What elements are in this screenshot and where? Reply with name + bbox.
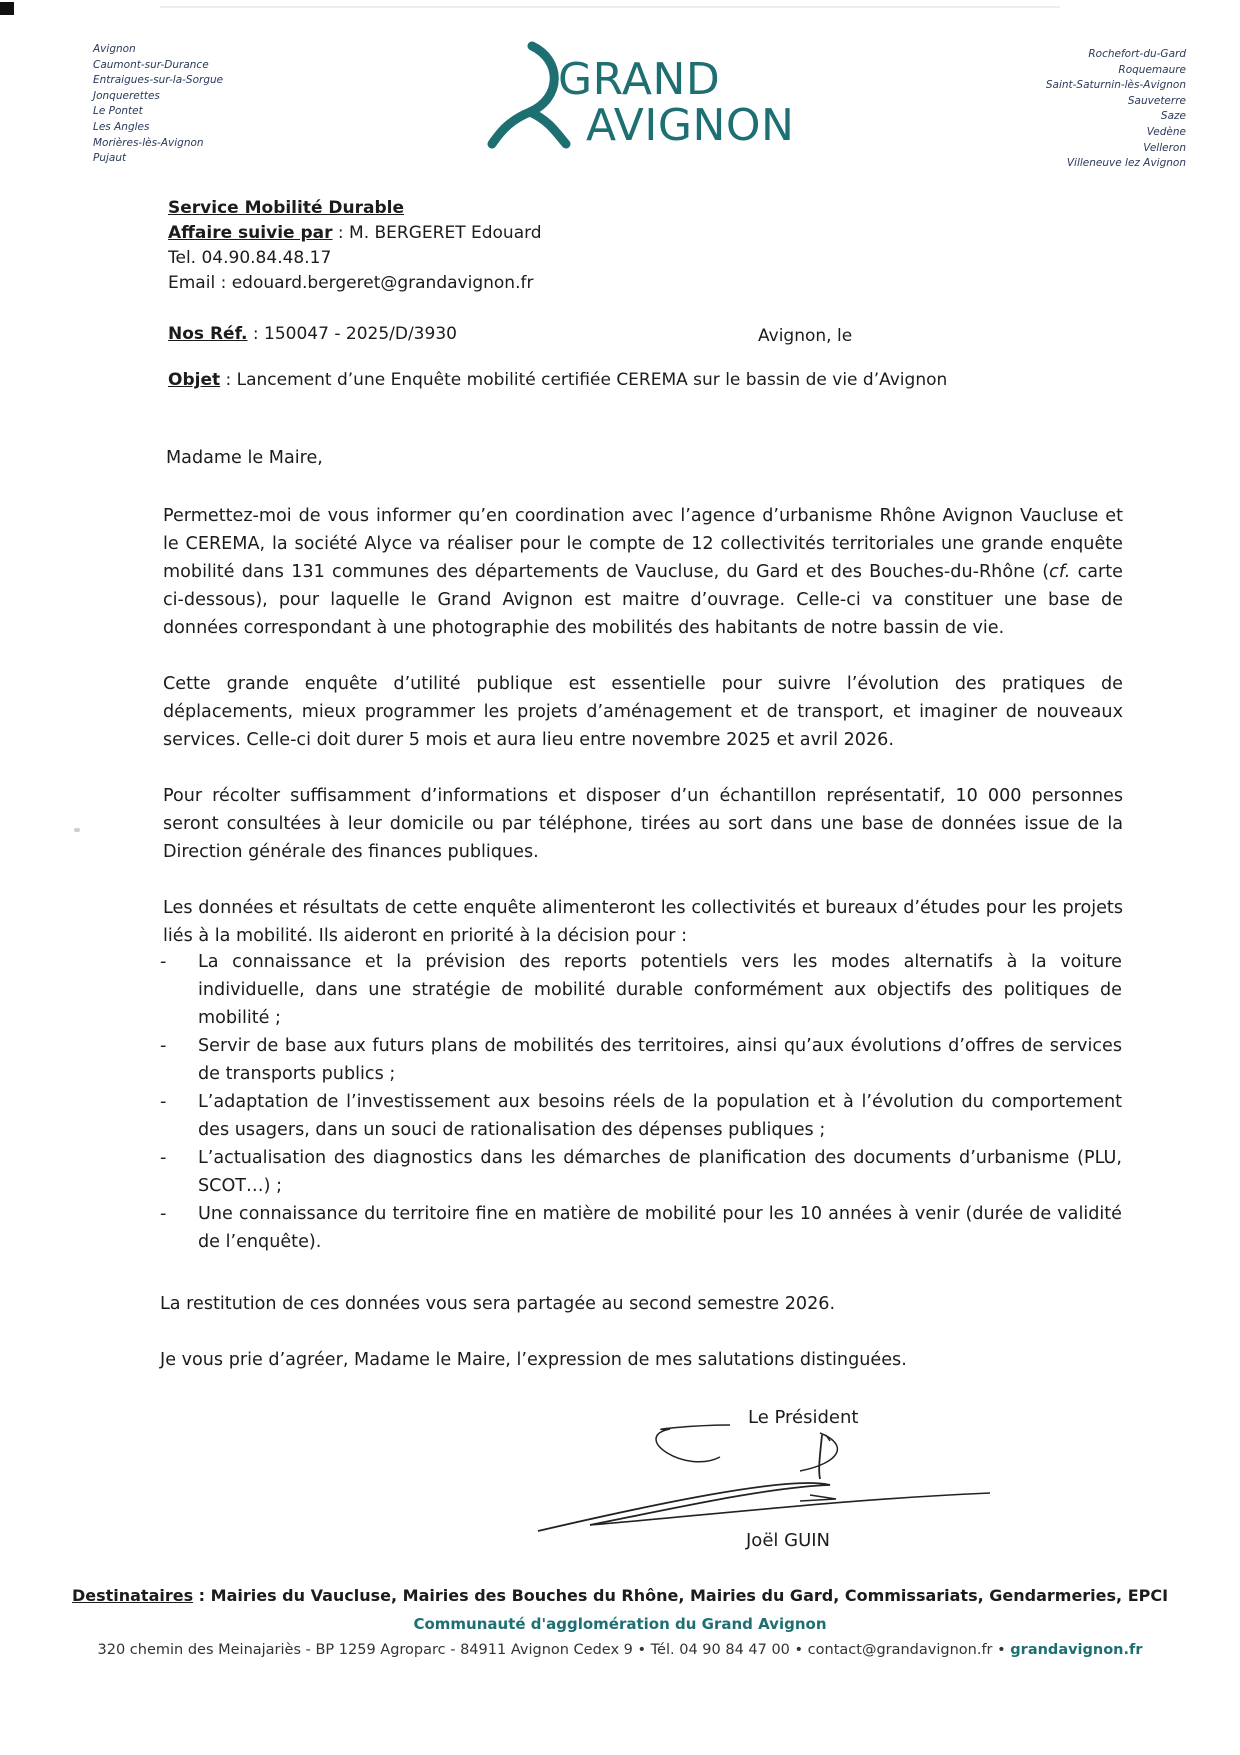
- grand-avignon-logo: [470, 40, 830, 160]
- communes-left-list: [93, 42, 223, 167]
- bullet-dash: -: [160, 952, 167, 972]
- place-date: Avignon, le: [758, 326, 853, 346]
- commune-item: Entraigues-sur-la-Sorgue: [93, 74, 224, 87]
- ref-value: : 150047 - 2025/D/3930: [247, 324, 457, 344]
- objet-value: : Lancement d’une Enquête mobilité certifiée CEREMA sur le bassin de vie d’Avignon: [220, 370, 948, 390]
- bullet-dash: -: [160, 1204, 167, 1224]
- scan-top-line: [160, 6, 1060, 8]
- list-item-text: La connaissance et la prévision des reports potentiels vers les modes alternatifs à la voiture individuelle, dans une stratégie de mobilité durable conformément aux objectifs des politiques de mobilité ;: [198, 952, 1122, 1028]
- commune-item: Roquemaure: [1118, 63, 1186, 76]
- logo-text-grand: GRAND: [558, 54, 721, 105]
- commune-item: Saze: [1160, 110, 1186, 123]
- commune-item: Sauveterre: [1127, 94, 1186, 107]
- signatory-name: Joël GUIN: [746, 1530, 831, 1551]
- paragraph-4: Les données et résultats de cette enquête alimenteront les collectivités et bureaux d’études pour les projets liés à la mobilité. Ils aideront en priorité à la décision pour :: [163, 898, 1123, 946]
- commune-item: Velleron: [1143, 141, 1186, 154]
- commune-item: Jonquerettes: [93, 89, 160, 102]
- communes-right-list: [1046, 47, 1186, 172]
- commune-item: Caumont-sur-Durance: [93, 58, 209, 71]
- list-item-text: Une connaissance du territoire fine en matière de mobilité pour les 10 années à venir (durée de validité de l’enquête).: [198, 1204, 1122, 1252]
- commune-item: Villeneuve lez Avignon: [1066, 157, 1186, 170]
- signatory-title: Le Président: [748, 1407, 859, 1428]
- address-text: 320 chemin des Meinajariès - BP 1259 Agroparc - 84911 Avignon Cedex 9 • Tél. 04 90 84 47 00 • contact@grandavignon.fr •: [97, 1642, 1011, 1658]
- paragraph-3: Pour récolter suffisamment d’informations et disposer d’un échantillon représentatif, 10 000 personnes seront consultées à leur domicile ou par téléphone, tirées au sort dans une base de données issue de la Direction générale des finances publiques.: [163, 786, 1123, 862]
- paragraph-6: Je vous prie d’agréer, Madame le Maire, l’expression de mes salutations distinguées.: [160, 1350, 907, 1370]
- community-name: Communauté d'agglomération du Grand Avignon: [413, 1615, 827, 1633]
- scan-speck: [74, 828, 80, 832]
- commune-item: Morières-lès-Avignon: [93, 136, 204, 149]
- commune-item: Rochefort-du-Gard: [1088, 48, 1186, 60]
- list-item: [160, 1144, 1122, 1200]
- list-item: [160, 1088, 1122, 1144]
- salutation: Madame le Maire,: [166, 448, 323, 468]
- recipients-value: : Mairies du Vaucluse, Mairies des Bouches du Rhône, Mairies du Gard, Commissariats, Gendarmeries, EPCI: [193, 1586, 1169, 1605]
- sender-email: Email : edouard.bergeret@grandavignon.fr: [168, 273, 534, 293]
- website-link[interactable]: grandavignon.fr: [1010, 1642, 1143, 1658]
- logo-text-avignon: AVIGNON: [586, 100, 795, 151]
- reference-line: [168, 322, 457, 347]
- commune-item: Les Angles: [93, 120, 150, 133]
- commune-item: Pujaut: [93, 152, 127, 165]
- objet-label: Objet: [168, 370, 221, 390]
- scan-corner-mark: [0, 2, 14, 15]
- bullet-dash: -: [160, 1148, 167, 1168]
- bullet-dash: -: [160, 1036, 167, 1056]
- affaire-label: Affaire suivie par: [168, 223, 333, 243]
- ref-label: Nos Réf.: [168, 324, 248, 344]
- list-item-text: L’actualisation des diagnostics dans les démarches de planification des documents d’urbanisme (PLU, SCOT…) ;: [198, 1148, 1122, 1196]
- commune-item: Avignon: [93, 43, 136, 55]
- commune-item: Vedène: [1146, 125, 1186, 138]
- paragraph-1-text-b: carte ci-dessous), pour laquelle le Grand Avignon est maitre d’ouvrage. Celle-ci va constituer une base de données correspondant à une photographie des mobilités des habitants de notre bassin de vie.: [163, 562, 1123, 638]
- paragraph-5: La restitution de ces données vous sera partagée au second semestre 2026.: [160, 1294, 836, 1314]
- service-name: Service Mobilité Durable: [168, 198, 405, 218]
- objet-line: [168, 368, 947, 393]
- affaire-value: : M. BERGERET Edouard: [332, 223, 542, 243]
- paragraph-1: [163, 502, 1123, 642]
- list-item: [160, 1200, 1122, 1256]
- list-item: [160, 1032, 1122, 1088]
- address-line: [0, 1642, 1240, 1658]
- affaire-line: [168, 221, 542, 246]
- objectives-list: [160, 948, 1122, 1256]
- commune-item: Le Pontet: [93, 105, 143, 118]
- paragraph-2: Cette grande enquête d’utilité publique est essentielle pour suivre l’évolution des pratiques de déplacements, mieux programmer les projets d’aménagement et de transport, et imaginer de nouveaux services. Celle-ci doit durer 5 mois et aura lieu entre novembre 2025 et avril 2026.: [163, 674, 1123, 750]
- bullet-dash: -: [160, 1092, 167, 1112]
- paragraph-1-text-a: Permettez-moi de vous informer qu’en coordination avec l’agence d’urbanisme Rhône Avignon Vaucluse et le CEREMA, la société Alyce va réaliser pour le compte de 12 collectivités territoriales une grande enquête mobilité dans 131 communes des départements de Vaucluse, du Gard et des Bouches-du-Rhône (: [163, 506, 1123, 582]
- sender-tel: Tel. 04.90.84.48.17: [168, 248, 332, 268]
- list-item-text: L’adaptation de l’investissement aux besoins réels de la population et à l’évolution du comportement des usagers, dans un souci de rationalisation des dépenses publiques ;: [198, 1092, 1122, 1140]
- recipients-line: [0, 1586, 1240, 1605]
- recipients-label: Destinataires: [71, 1586, 194, 1605]
- sender-block: [168, 196, 542, 296]
- list-item: [160, 948, 1122, 1032]
- commune-item: Saint-Saturnin-lès-Avignon: [1045, 79, 1186, 92]
- paragraph-1-cf: cf.: [1049, 562, 1071, 582]
- list-item-text: Servir de base aux futurs plans de mobilités des territoires, ainsi qu’aux évolutions d’offres de services de transports publics ;: [198, 1036, 1122, 1084]
- handwritten-signature-icon: [530, 1415, 1000, 1540]
